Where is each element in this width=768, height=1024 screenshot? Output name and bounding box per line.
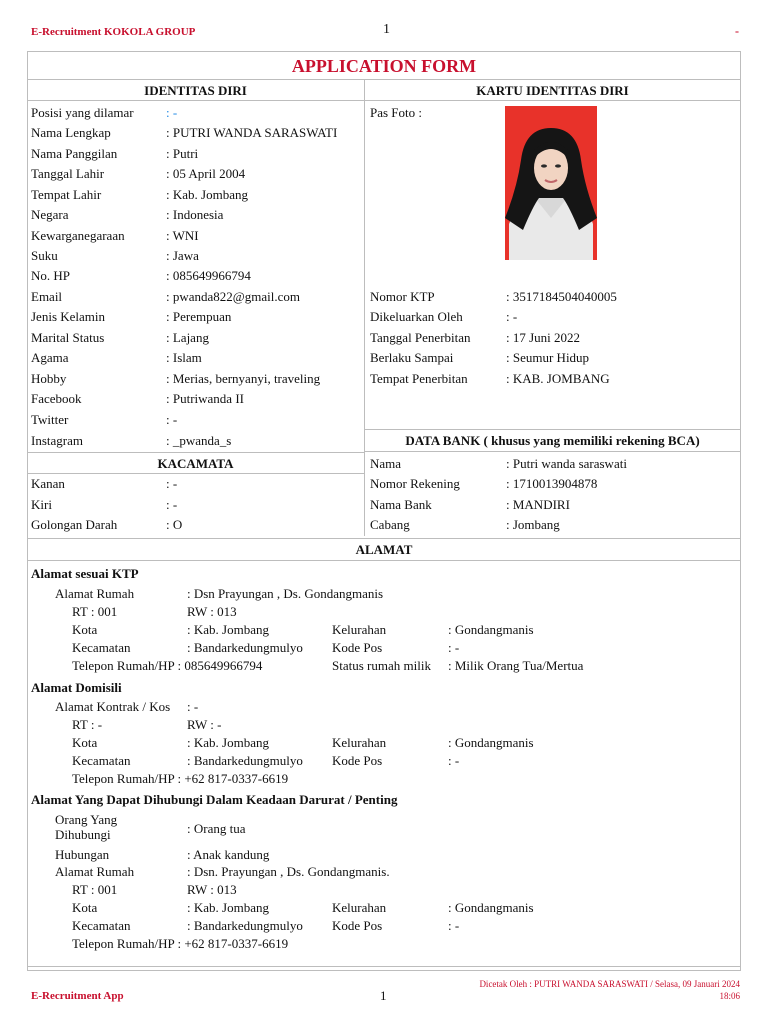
- divider: [27, 966, 741, 967]
- value-golongan-darah: : O: [166, 517, 183, 532]
- label-nama-panggilan: Nama Panggilan: [31, 146, 118, 161]
- label-kewarganegaraan: Kewarganegaraan: [31, 228, 125, 243]
- value-jenis-kelamin: : Perempuan: [166, 309, 232, 324]
- page-number-bottom: 1: [380, 988, 387, 1003]
- divider: [27, 79, 741, 80]
- value-ktp-kota: : Kab. Jombang: [187, 622, 269, 637]
- value-dom-kode-pos: : -: [448, 753, 460, 768]
- label-ktp-kecamatan: Kecamatan: [72, 640, 131, 655]
- label-dom-kelurahan: Kelurahan: [332, 735, 387, 750]
- value-darurat-alamat-rumah: : Dsn. Prayungan , Ds. Gondangmanis.: [187, 864, 390, 879]
- value-dikeluarkan-oleh: : -: [506, 309, 518, 324]
- value-email: : pwanda822@gmail.com: [166, 289, 300, 304]
- label-darurat-kelurahan: Kelurahan: [332, 900, 387, 915]
- label-facebook: Facebook: [31, 391, 82, 406]
- label-darurat-kode-pos: Kode Pos: [332, 918, 383, 933]
- value-berlaku-sampai: : Seumur Hidup: [506, 350, 590, 365]
- label-hobby: Hobby: [31, 371, 67, 386]
- divider: [27, 473, 364, 474]
- label-tempat-penerbitan: Tempat Penerbitan: [370, 371, 468, 386]
- footer-printed-line-2: 18:06: [719, 991, 740, 1001]
- footer-printed-line-1: Dicetak Oleh : PUTRI WANDA SARASWATI / Selasa, 09 Januari 2024: [479, 979, 740, 989]
- value-ktp-status-rumah: : Milik Orang Tua/Mertua: [448, 658, 584, 673]
- page-number-top: 1: [383, 22, 390, 37]
- label-bank-nama: Nama: [370, 456, 402, 471]
- label-dom-kode-pos: Kode Pos: [332, 753, 383, 768]
- value-kiri: : -: [166, 497, 178, 512]
- value-dom-rw: RW : -: [187, 717, 222, 732]
- label-darurat-kota: Kota: [72, 900, 98, 915]
- label-golongan-darah: Golongan Darah: [31, 517, 118, 532]
- label-tanggal-penerbitan: Tanggal Penerbitan: [370, 330, 471, 345]
- value-darurat-orang: : Orang tua: [187, 821, 246, 836]
- label-kiri: Kiri: [31, 497, 52, 512]
- value-darurat-kelurahan: : Gondangmanis: [448, 900, 534, 915]
- label-darurat-hubungan: Hubungan: [55, 847, 110, 862]
- value-tempat-penerbitan: : KAB. JOMBANG: [506, 371, 610, 386]
- section-kartu: KARTU IDENTITAS DIRI: [476, 83, 629, 98]
- value-tanggal-lahir: : 05 April 2004: [166, 166, 246, 181]
- label-berlaku-sampai: Berlaku Sampai: [370, 350, 454, 365]
- value-no-hp: : 085649966794: [166, 268, 251, 283]
- app-header-title: E-Recruitment KOKOLA GROUP: [31, 26, 196, 38]
- divider: [364, 429, 741, 430]
- label-ktp-alamat-rumah: Alamat Rumah: [55, 586, 135, 601]
- value-darurat-telepon: Telepon Rumah/HP : +62 817-0337-6619: [72, 936, 289, 951]
- label-ktp-kota: Kota: [72, 622, 98, 637]
- value-posisi: : -: [166, 105, 178, 120]
- value-nomor-ktp: : 3517184504040005: [506, 289, 617, 304]
- label-dom-kecamatan: Kecamatan: [72, 753, 131, 768]
- divider: [27, 452, 364, 453]
- label-tanggal-lahir: Tanggal Lahir: [31, 166, 105, 181]
- value-ktp-kecamatan: : Bandarkedungmulyo: [187, 640, 303, 655]
- value-suku: : Jawa: [166, 248, 199, 263]
- heading-alamat-ktp: Alamat sesuai KTP: [31, 566, 139, 581]
- label-email: Email: [31, 289, 63, 304]
- heading-alamat-domisili: Alamat Domisili: [31, 680, 122, 695]
- label-nama-bank: Nama Bank: [370, 497, 432, 512]
- label-agama: Agama: [31, 350, 69, 365]
- label-ktp-kode-pos: Kode Pos: [332, 640, 383, 655]
- section-bank: DATA BANK ( khusus yang memiliki rekening BCA): [405, 433, 700, 448]
- label-posisi: Posisi yang dilamar: [31, 105, 134, 120]
- label-darurat-kecamatan: Kecamatan: [72, 918, 131, 933]
- value-darurat-kecamatan: : Bandarkedungmulyo: [187, 918, 303, 933]
- label-dikeluarkan-oleh: Dikeluarkan Oleh: [370, 309, 463, 324]
- label-kanan: Kanan: [31, 476, 65, 491]
- value-nama-bank: : MANDIRI: [506, 497, 570, 512]
- value-hobby: : Merias, bernyanyi, traveling: [166, 371, 321, 386]
- footer-printed-by: [479, 978, 740, 1002]
- value-marital-status: : Lajang: [166, 330, 209, 345]
- value-ktp-rw: RW : 013: [187, 604, 237, 619]
- profile-photo: [505, 106, 597, 260]
- label-ktp-kelurahan: Kelurahan: [332, 622, 387, 637]
- header-mark: -: [735, 24, 739, 38]
- value-dom-kelurahan: : Gondangmanis: [448, 735, 534, 750]
- value-ktp-kelurahan: : Gondangmanis: [448, 622, 534, 637]
- label-suku: Suku: [31, 248, 58, 263]
- section-kacamata: KACAMATA: [157, 456, 234, 471]
- value-negara: : Indonesia: [166, 207, 224, 222]
- label-darurat-alamat-rumah: Alamat Rumah: [55, 864, 135, 879]
- value-darurat-kode-pos: : -: [448, 918, 460, 933]
- value-darurat-kota: : Kab. Jombang: [187, 900, 269, 915]
- value-cabang: : Jombang: [506, 517, 560, 532]
- label-tempat-lahir: Tempat Lahir: [31, 187, 102, 202]
- label-darurat-orang-1: Orang Yang: [55, 812, 118, 827]
- value-twitter: : -: [166, 412, 178, 427]
- value-kewarganegaraan: : WNI: [166, 228, 199, 243]
- value-nama-lengkap: : PUTRI WANDA SARASWATI: [166, 125, 338, 140]
- heading-alamat-darurat: Alamat Yang Dapat Dihubungi Dalam Keadaan Darurat / Penting: [31, 792, 398, 807]
- label-nomor-rekening: Nomor Rekening: [370, 476, 460, 491]
- value-dom-kontrak: : -: [187, 699, 199, 714]
- label-jenis-kelamin: Jenis Kelamin: [31, 309, 106, 324]
- value-instagram: : _pwanda_s: [166, 433, 232, 448]
- value-facebook: : Putriwanda II: [166, 391, 244, 406]
- pas-foto-label: Pas Foto :: [370, 105, 423, 120]
- value-ktp-kode-pos: : -: [448, 640, 460, 655]
- value-darurat-rt: RT : 001: [72, 882, 118, 897]
- divider: [364, 451, 741, 452]
- label-instagram: Instagram: [31, 433, 83, 448]
- section-alamat: ALAMAT: [355, 542, 413, 557]
- label-nomor-ktp: Nomor KTP: [370, 289, 435, 304]
- value-ktp-rt: RT : 001: [72, 604, 118, 619]
- value-dom-kecamatan: : Bandarkedungmulyo: [187, 753, 303, 768]
- value-dom-rt: RT : -: [72, 717, 103, 732]
- value-nomor-rekening: : 1710013904878: [506, 476, 598, 491]
- divider: [364, 79, 365, 536]
- label-ktp-status-rumah: Status rumah milik: [332, 658, 431, 673]
- value-dom-telepon: Telepon Rumah/HP : +62 817-0337-6619: [72, 771, 289, 786]
- divider: [27, 560, 741, 561]
- value-darurat-hubungan: : Anak kandung: [187, 847, 270, 862]
- value-agama: : Islam: [166, 350, 202, 365]
- value-tanggal-penerbitan: : 17 Juni 2022: [506, 330, 581, 345]
- form-title: APPLICATION FORM: [291, 56, 477, 76]
- divider: [27, 538, 741, 539]
- value-ktp-alamat-rumah: : Dsn Prayungan , Ds. Gondangmanis: [187, 586, 384, 601]
- footer-app-name: E-Recruitment App: [31, 990, 124, 1002]
- section-identitas: IDENTITAS DIRI: [144, 83, 247, 98]
- label-nama-lengkap: Nama Lengkap: [31, 125, 111, 140]
- label-marital-status: Marital Status: [31, 330, 105, 345]
- label-twitter: Twitter: [31, 412, 69, 427]
- label-negara: Negara: [31, 207, 69, 222]
- value-bank-nama: : Putri wanda saraswati: [506, 456, 627, 471]
- value-ktp-telepon: Telepon Rumah/HP : 085649966794: [72, 658, 263, 673]
- value-darurat-rw: RW : 013: [187, 882, 237, 897]
- value-kanan: : -: [166, 476, 178, 491]
- value-dom-kota: : Kab. Jombang: [187, 735, 269, 750]
- label-darurat-orang-2: Dihubungi: [55, 827, 111, 842]
- label-dom-kota: Kota: [72, 735, 98, 750]
- label-cabang: Cabang: [370, 517, 410, 532]
- value-nama-panggilan: : Putri: [166, 146, 199, 161]
- label-no-hp: No. HP: [31, 268, 71, 283]
- value-tempat-lahir: : Kab. Jombang: [166, 187, 248, 202]
- label-dom-kontrak: Alamat Kontrak / Kos: [55, 699, 171, 714]
- divider: [27, 100, 741, 101]
